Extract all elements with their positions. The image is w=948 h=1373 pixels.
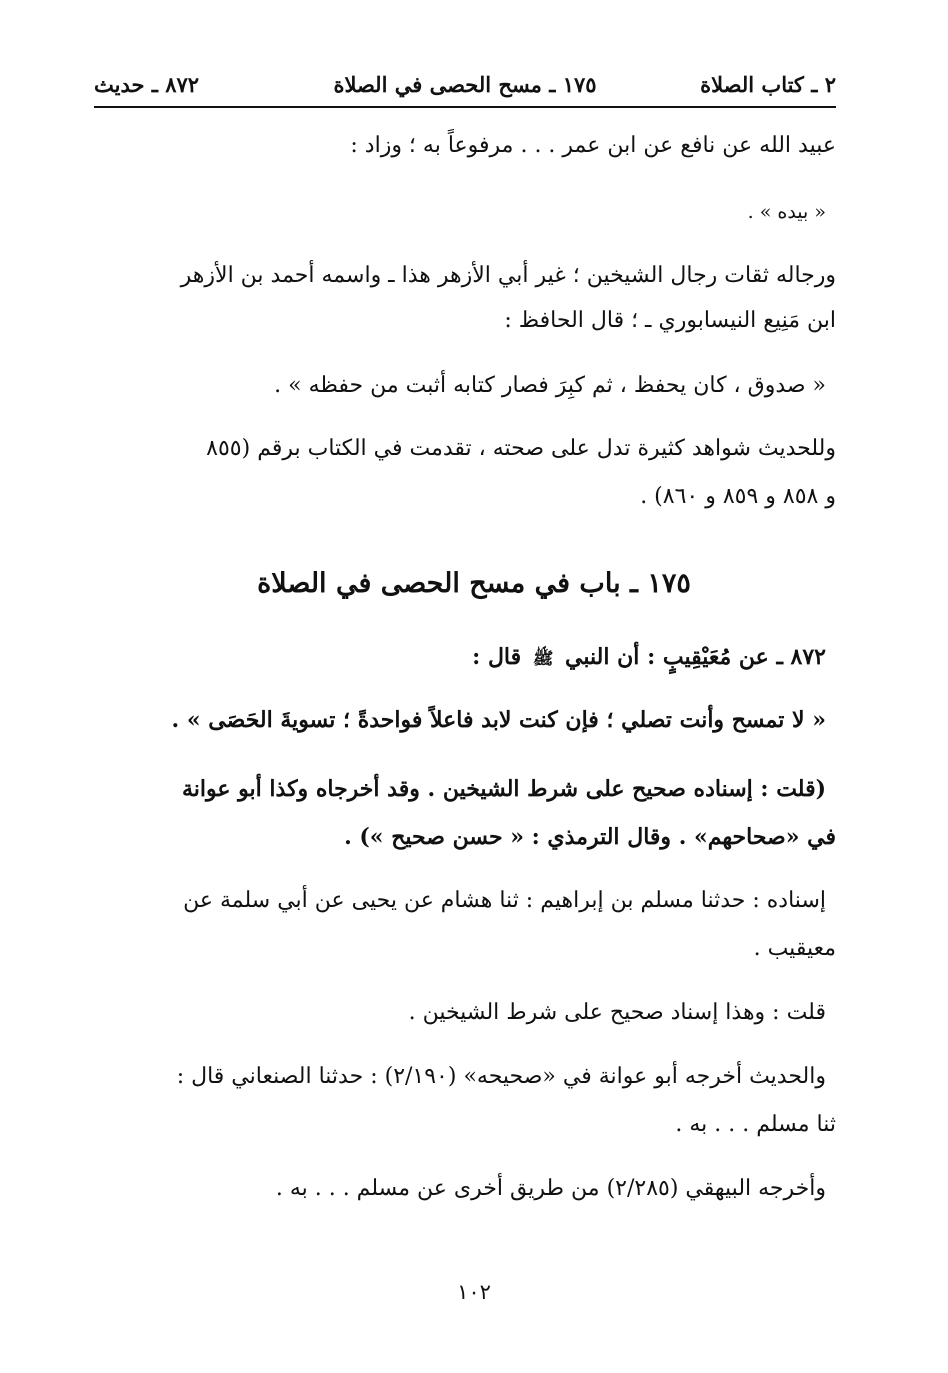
chapter-heading: ١٧٥ ـ باب في مسح الحصى في الصلاة [257,568,691,599]
header-chapter-title: ١٧٥ ـ مسح الحصى في الصلاة [333,72,597,97]
text-line-3: ورجاله ثقات رجال الشيخين ؛ غير أبي الأزهر هذا ـ واسمه أحمد بن الأزهر [180,263,836,288]
text-line-7: و ٨٥٨ و ٨٥٩ و ٨٦٠) . [640,484,836,509]
hadith-intro [90,642,826,674]
text-line-5: « صدوق ، كان يحفظ ، ثم كبِرَ فصار كتابه أثبت من حفظه » . [274,373,826,398]
commentary-line-5: ثنا مسلم . . . به . [675,1112,836,1137]
header-hadith-number: ٨٧٢ ـ حديث [94,72,200,97]
hadith-note-line-1: (قلت : إسناده صحيح على شرط الشيخين . وقد أخرجاه وكذا أبو عوانة [181,776,826,802]
text-line-4: ابن مَنِيع النيسابوري ـ ؛ قال الحافظ : [504,308,836,333]
hadith-intro-start: ٨٧٢ ـ عن مُعَيْقِيبٍ : أن النبي [565,644,826,670]
hadith-note-line-2: في «صحاحهم» . وقال الترمذي : « حسن صحيح ») . [344,824,836,850]
commentary-line-2: معيقيب . [753,936,836,961]
header-book-title: ٢ ـ كتاب الصلاة [700,72,836,97]
commentary-line-6: وأخرجه البيهقي (٢/٢٨٥) من طريق أخرى عن مسلم . . . به . [275,1176,826,1201]
running-header [94,66,836,108]
hadith-text: « لا تمسح وأنت تصلي ؛ فإن كنت لابد فاعلاً فواحدةً ؛ تسويةَ الحَصَى » . [171,707,826,733]
text-line-1: عبيد الله عن نافع عن ابن عمر . . . مرفوعاً به ؛ وزاد : [350,133,836,158]
hadith-intro-end: قال : [472,644,522,670]
page-number: ١٠٢ [457,1280,491,1304]
text-line-6: وللحديث شواهد كثيرة تدل على صحته ، تقدمت في الكتاب برقم (٨٥٥ [206,436,836,461]
commentary-line-1: إسناده : حدثنا مسلم بن إبراهيم : ثنا هشام عن يحيى عن أبي سلمة عن [183,888,826,913]
commentary-line-4: والحديث أخرجه أبو عوانة في «صحيحه» (٢/١٩٠) : حدثنا الصنعاني قال : [176,1064,826,1089]
honorific-symbol: ﷺ [532,649,554,669]
text-line-2: « بيده » . [747,201,826,223]
commentary-line-3: قلت : وهذا إسناد صحيح على شرط الشيخين . [408,1000,826,1025]
